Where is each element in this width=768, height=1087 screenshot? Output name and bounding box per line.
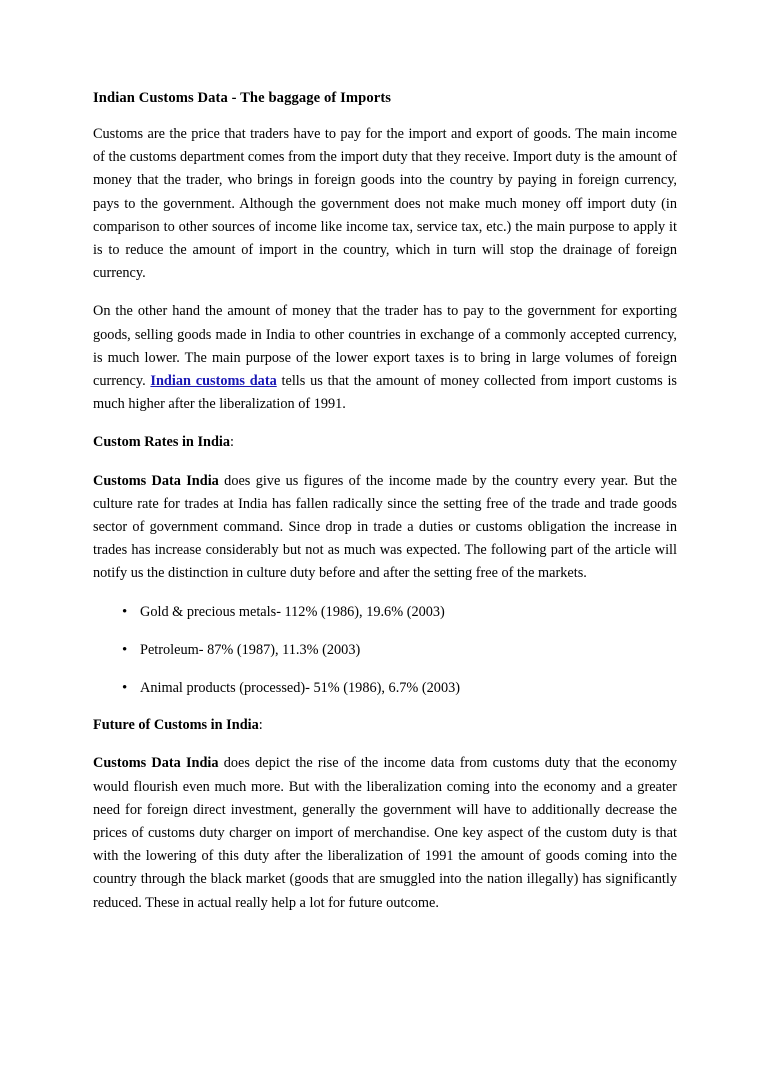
list-item [93,601,677,624]
paragraph-customs-data-figures-body: does give us figures of the income made by the country every year. But the culture rate for trades at India has fallen radically since the setting free of the trade and trade goods sector of government command. Since drop in trade a duties or customs obligation the increase in trades has increase considerably but not as much was expected. The following part of the article will notify us the distinction in culture duty before and after the setting free of the markets. [93,472,677,582]
heading-custom-rates-colon: : [230,434,235,451]
heading-custom-rates-label: Custom Rates in India [93,434,231,451]
indian-customs-data-link[interactable]: Indian customs data [150,373,277,390]
list-item-label: Gold & precious metals- 112% (1986), 19.6% (2003) [140,603,445,620]
paragraph-customs-data-figures [93,470,677,586]
paragraph-exports-text-before-link: On the other hand the amount of money that the trader has to pay to the government for exporting goods, selling goods made in India to other countries in exchange of a commonly accepted currency, is much lower. The main purpose of the lower export taxes is to bring in large volumes of foreign currency. [93,303,677,390]
heading-custom-rates [93,431,677,454]
paragraph-future-outlook [93,752,677,914]
paragraph-intro: Customs are the price that traders have to pay for the import and export of goods. The main income of the customs department comes from the import duty that they receive. Import duty is the amount of money that the trader, who brings in foreign goods into the country by paying in foreign currency, pays to the government. Although the government does not make much money off import duty (in comparison to other sources of income like income tax, service tax, etc.) the main purpose to apply it is to reduce the amount of import in the country, which in turn will stop the drainage of foreign currency. [93,126,677,282]
heading-future-of-customs-colon: : [258,717,263,734]
heading-future-of-customs-label: Future of Customs in India [93,717,259,734]
list-item [93,639,677,662]
list-item-label: Petroleum- 87% (1987), 11.3% (2003) [140,641,361,658]
bullet-dot-icon: • [122,603,128,620]
paragraph-customs-data-figures-lead: Customs Data India [93,472,219,489]
document-body [93,88,677,915]
bullet-dot-icon: • [122,641,128,658]
list-item-label: Animal products (processed)- 51% (1986), 6.7% (2003) [140,680,461,697]
page-title: Indian Customs Data - The baggage of Imports [93,90,392,106]
paragraph-future-outlook-body: does depict the rise of the income data from customs duty that the economy would flourish even much more. But with the liberalization coming into the economy and a greater need for foreign direct investment, generally the government will have to additionally decrease the prices of customs duty charger on import of merchandise. One key aspect of the custom duty is that with the lowering of this duty after the liberalization of 1991 the amount of goods coming into the country through the black market (goods that are smuggled into the nation illegally) has significantly reduced. These in actual really help a lot for future outcome. [93,755,678,911]
paragraph-future-outlook-lead: Customs Data India [93,755,219,772]
customs-rate-list [93,601,677,701]
bullet-dot-icon: • [122,680,128,697]
paragraph-exports [93,300,677,416]
heading-future-of-customs [93,714,677,737]
list-item [93,677,677,700]
paragraph-exports-text-after-link: tells us that the amount of money collected from import customs is much higher after the liberalization of 1991. [93,373,677,413]
